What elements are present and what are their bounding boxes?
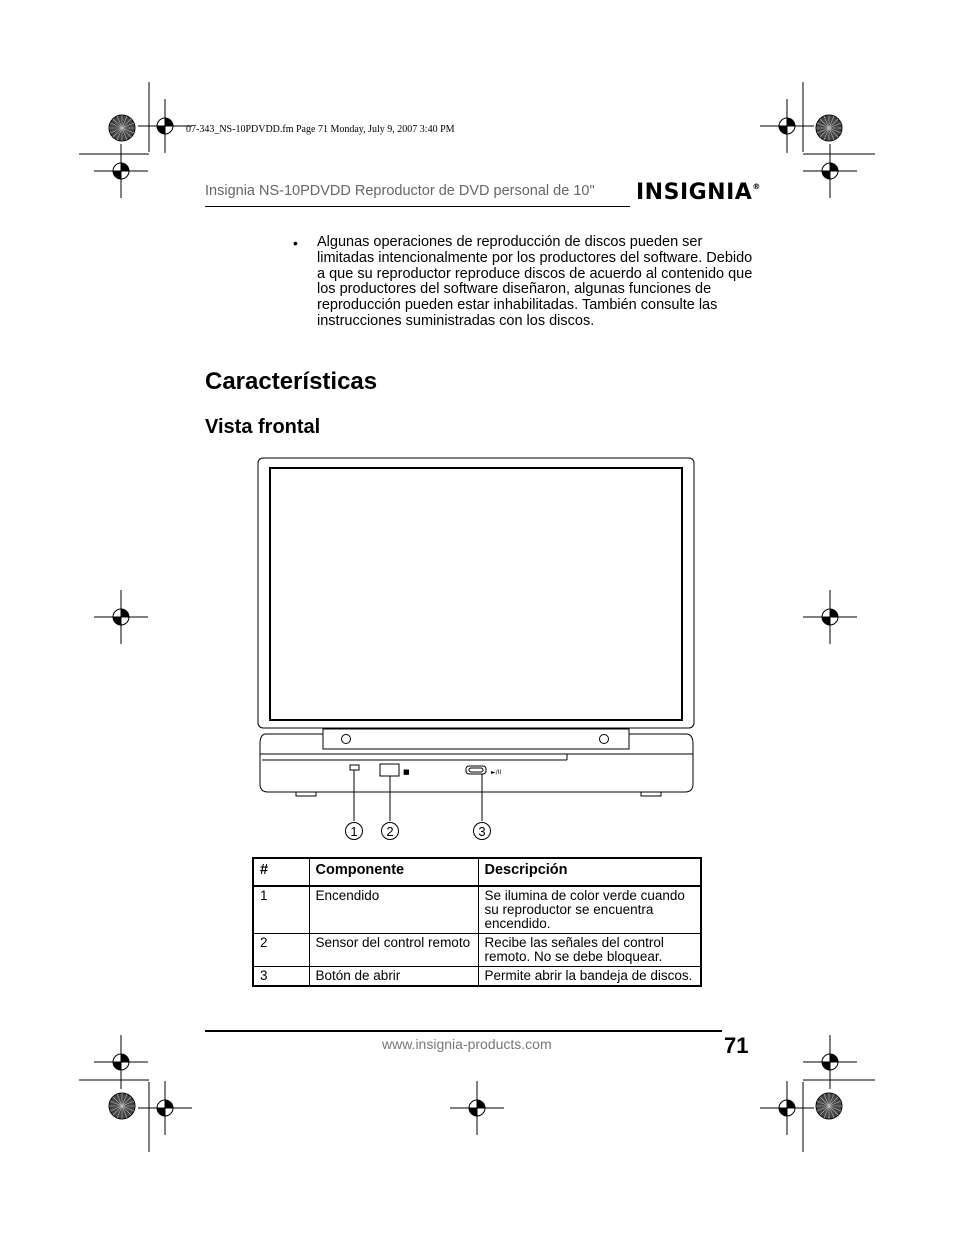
running-header: Insignia NS-10PDVDD Reproductor de DVD personal de 10"	[205, 183, 595, 199]
components-table	[252, 857, 702, 987]
header-rule	[205, 206, 630, 207]
crosshair-icon	[760, 99, 814, 153]
crosshair-icon	[94, 1035, 148, 1089]
foot-right	[641, 792, 661, 796]
subsection-heading: Vista frontal	[205, 416, 321, 438]
table-row	[253, 886, 701, 934]
bullet-symbol: •	[293, 235, 298, 251]
hinge-bar	[323, 729, 629, 749]
section-heading: Características	[205, 368, 378, 395]
print-slug: 07-343_NS-10PDVDD.fm Page 71 Monday, July 9, 2007 3:40 PM	[186, 124, 455, 135]
callout-1: 1	[350, 824, 358, 839]
crosshair-icon	[94, 144, 148, 198]
hinge-screw-right	[600, 735, 609, 744]
player-base	[260, 734, 693, 792]
crosshair-icon	[803, 590, 857, 644]
column-header-number: #	[253, 858, 309, 886]
remote-sensor	[380, 764, 399, 776]
table-row	[253, 934, 701, 967]
star-target-icon	[816, 1093, 842, 1119]
stop-icon: ■	[403, 768, 410, 776]
cell-number: 2	[253, 934, 309, 967]
screen-panel	[270, 468, 682, 720]
page-number: 71	[724, 1033, 749, 1058]
cell-description: Se ilumina de color verde cuando su reproductor se encuentra encendido.	[478, 886, 701, 934]
footer-rule	[205, 1030, 722, 1032]
foot-left	[296, 792, 316, 796]
star-target-icon	[109, 115, 135, 141]
cell-description: Recibe las señales del control remoto. No se debe bloquear.	[478, 934, 701, 967]
star-target-icon	[816, 115, 842, 141]
crosshair-icon	[803, 144, 857, 198]
crosshair-icon	[450, 1081, 504, 1135]
logo-text: INSIGNIA	[636, 180, 753, 205]
star-target-icon	[109, 1093, 135, 1119]
bullet-paragraph: Algunas operaciones de reproducción de discos pueden ser limitadas intencionalmente por los productores del software. Debido a que su reproductor reproduce discos de acuerdo al contenido que los productores del software diseñaron, algunas funciones de reproducción pueden estar inhabilitadas. También consulte las instrucciones suministradas con los discos.	[317, 234, 753, 329]
insignia-logo	[636, 180, 761, 205]
crosshair-icon	[138, 99, 192, 153]
dvd-player-front-diagram	[250, 452, 700, 847]
hinge-screw-left	[342, 735, 351, 744]
column-header-component: Componente	[309, 858, 478, 886]
cell-component: Botón de abrir	[309, 967, 478, 987]
screen-lid	[258, 458, 694, 728]
table-header-row	[253, 858, 701, 886]
registered-mark: ®	[752, 182, 761, 191]
footer-url: www.insignia-products.com	[382, 1036, 552, 1052]
crosshair-icon	[94, 590, 148, 644]
play-pause-label: ►/II	[491, 769, 502, 776]
crosshair-icon	[760, 1081, 814, 1135]
cell-description: Permite abrir la bandeja de discos.	[478, 967, 701, 987]
callout-3: 3	[478, 824, 486, 839]
table-row	[253, 967, 701, 987]
crosshair-icon	[803, 1035, 857, 1089]
cell-component: Sensor del control remoto	[309, 934, 478, 967]
callout-2: 2	[386, 824, 394, 839]
cell-component: Encendido	[309, 886, 478, 934]
cell-number: 3	[253, 967, 309, 987]
cell-number: 1	[253, 886, 309, 934]
column-header-description: Descripción	[478, 858, 701, 886]
crosshair-icon	[138, 1081, 192, 1135]
power-led	[350, 765, 359, 770]
